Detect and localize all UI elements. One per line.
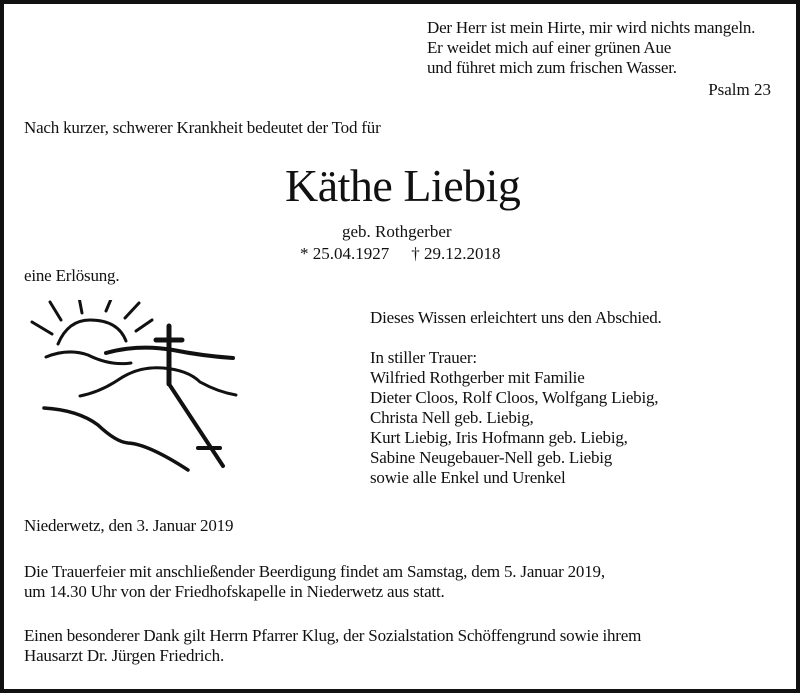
birth-date: * 25.04.1927 (300, 244, 390, 263)
sunrise-hills-cross-icon (28, 300, 258, 480)
funeral-info (24, 562, 605, 602)
thanks-line: Einen besonderer Dank gilt Herrn Pfarrer Klug, der Sozialstation Schöffengrund sowie ihrem (24, 626, 642, 645)
deceased-name: Käthe Liebig (285, 160, 521, 211)
funeral-line: Die Trauerfeier mit anschließender Beerdigung findet am Samstag, dem 5. Januar 2019, (24, 562, 605, 581)
death-date: † 29.12.2018 (411, 244, 501, 263)
psalm-line: und führet mich zum frischen Wasser. (427, 58, 677, 77)
place-date: Niederwetz, den 3. Januar 2019 (24, 516, 234, 535)
mourner-line: Wilfried Rothgerber mit Familie (370, 368, 585, 387)
psalm-line: Der Herr ist mein Hirte, mir wird nichts mangeln. (427, 18, 756, 37)
life-dates (300, 244, 501, 264)
mourner-line: sowie alle Enkel und Urenkel (370, 468, 566, 487)
funeral-line: um 14.30 Uhr von der Friedhofskapelle in Niederwetz aus statt. (24, 582, 445, 601)
mourner-line: Christa Nell geb. Liebig, (370, 408, 534, 427)
mourner-line: Sabine Neugebauer-Nell geb. Liebig (370, 448, 613, 467)
psalm-reference: Psalm 23 (708, 80, 771, 99)
maiden-name: geb. Rothgerber (342, 222, 452, 241)
consolation-text: Dieses Wissen erleichtert uns den Abschied. (370, 308, 662, 327)
thanks-text (24, 626, 641, 666)
thanks-line: Hausarzt Dr. Jürgen Friedrich. (24, 646, 224, 665)
relief-text: eine Erlösung. (24, 266, 120, 285)
mourners-block (370, 308, 662, 488)
mourners-heading: In stiller Trauer: (370, 348, 477, 367)
intro-text: Nach kurzer, schwerer Krankheit bedeutet der Tod für (24, 118, 381, 137)
psalm-quote (427, 18, 755, 78)
mourner-line: Kurt Liebig, Iris Hofmann geb. Liebig, (370, 428, 628, 447)
psalm-line: Er weidet mich auf einer grünen Aue (427, 38, 672, 57)
mourner-line: Dieter Cloos, Rolf Cloos, Wolfgang Liebig, (370, 388, 659, 407)
